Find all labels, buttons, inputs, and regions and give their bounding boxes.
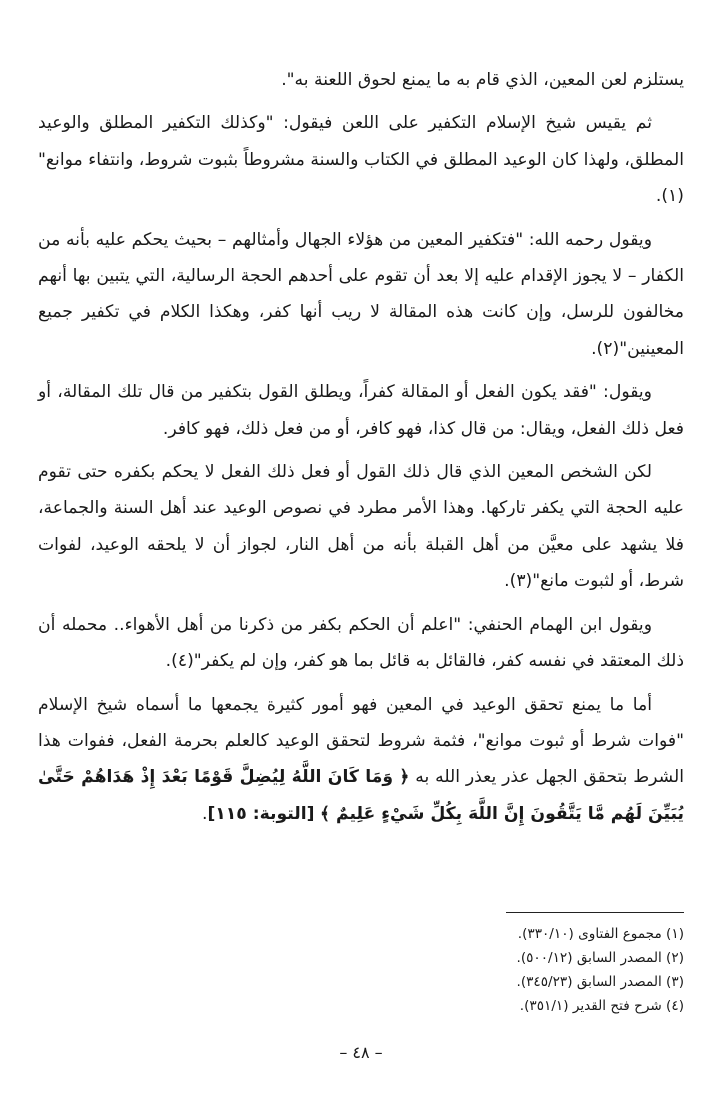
paragraph-6: ويقول ابن الهمام الحنفي: "اعلم أن الحكم بكفر من ذكرنا من أهل الأهواء.. محمله أن ذلك المعتقد في نفسه كفر، فالقائل به قائل بما هو كفر، وإن لم يكفر"(٤). (38, 614, 684, 672)
quran-reference: [التوبة: ١١٥] (207, 803, 315, 824)
paragraph-3: ويقول رحمه الله: "فتكفير المعين من هؤلاء الجهال وأمثالهم – بحيث يحكم عليه بأنه من الكفار – لا يجوز الإقدام عليه إلا بعد أن تقوم على أحدهم الحجة الرسالية، التي يتبين بها أنهم مخالفون للرسل، وإن كانت هذه المقالة لا ريب أنها كفر، وهكذا الكلام في تكفير جميع المعينين"(٢). (38, 229, 684, 359)
page-number: – ٤٨ – (339, 1043, 383, 1062)
paragraph-5: لكن الشخص المعين الذي قال ذلك القول أو فعل ذلك الفعل لا يحكم بكفره حتى تقوم عليه الحجة التي يكفر تاركها. وهذا الأمر مطرد في نصوص الوعيد عند أهل السنة والجماعة، فلا يشهد على معيَّن من أهل القبلة بأنه من أهل النار، لجواز أن لا يلحقه الوعيد، لفوات شرط، أو لثبوت مانع"(٣). (38, 462, 684, 592)
paragraph-7-end: . (201, 803, 208, 824)
footnote-2: (٢) المصدر السابق (٥٠٠/١٢). (516, 950, 684, 966)
paragraph-7 (38, 687, 684, 833)
footnote-3: (٣) المصدر السابق (٣٤٥/٢٣). (516, 974, 684, 990)
footnote-4: (٤) شرح فتح القدير (٣٥١/١). (519, 998, 684, 1014)
paragraph-1: يستلزم لعن المعين، الذي قام به ما يمنع لحوق اللعنة به". (281, 70, 684, 90)
paragraph-2: ثم يقيس شيخ الإسلام التكفير على اللعن فيقول: "وكذلك التكفير المطلق والوعيد المطلق، ولهذا كان الوعيد المطلق في الكتاب والسنة مشروطاً بثبوت شروط، وانتفاء موانع"(١). (38, 113, 684, 207)
paragraph-7-text: أما ما يمنع تحقق الوعيد في المعين فهو أمور كثيرة يجمعها ما أسماه شيخ الإسلام "فوات شرط أو ثبوت موانع"، فثمة شروط لتحقق الوعيد كالعلم بحرمة الفعل، ففوات هذا الشرط بتحقق الجهل عذر يعذر الله به (38, 694, 684, 788)
quran-verse: ﴿ وَمَا كَانَ اللَّهُ لِيُضِلَّ قَوْمًا بَعْدَ إِذْ هَدَاهُمْ حَتَّىٰ يُبَيِّنَ لَهُم مَّا يَتَّقُونَ إِنَّ اللَّهَ بِكُلِّ شَيْءٍ عَلِيمٌ ﴾ (38, 767, 684, 824)
footnotes (38, 922, 684, 1018)
footnote-1: (١) مجموع الفتاوى (٣٣٠/١٠). (517, 926, 684, 942)
paragraph-4: ويقول: "فقد يكون الفعل أو المقالة كفراً، ويطلق القول بتكفير من قال تلك المقالة، أو فعل ذلك الفعل، ويقال: من قال كذا، فهو كافر، أو من فعل ذلك، فهو كافر. (38, 382, 684, 439)
page-body (38, 62, 684, 839)
footnote-divider (506, 912, 684, 913)
